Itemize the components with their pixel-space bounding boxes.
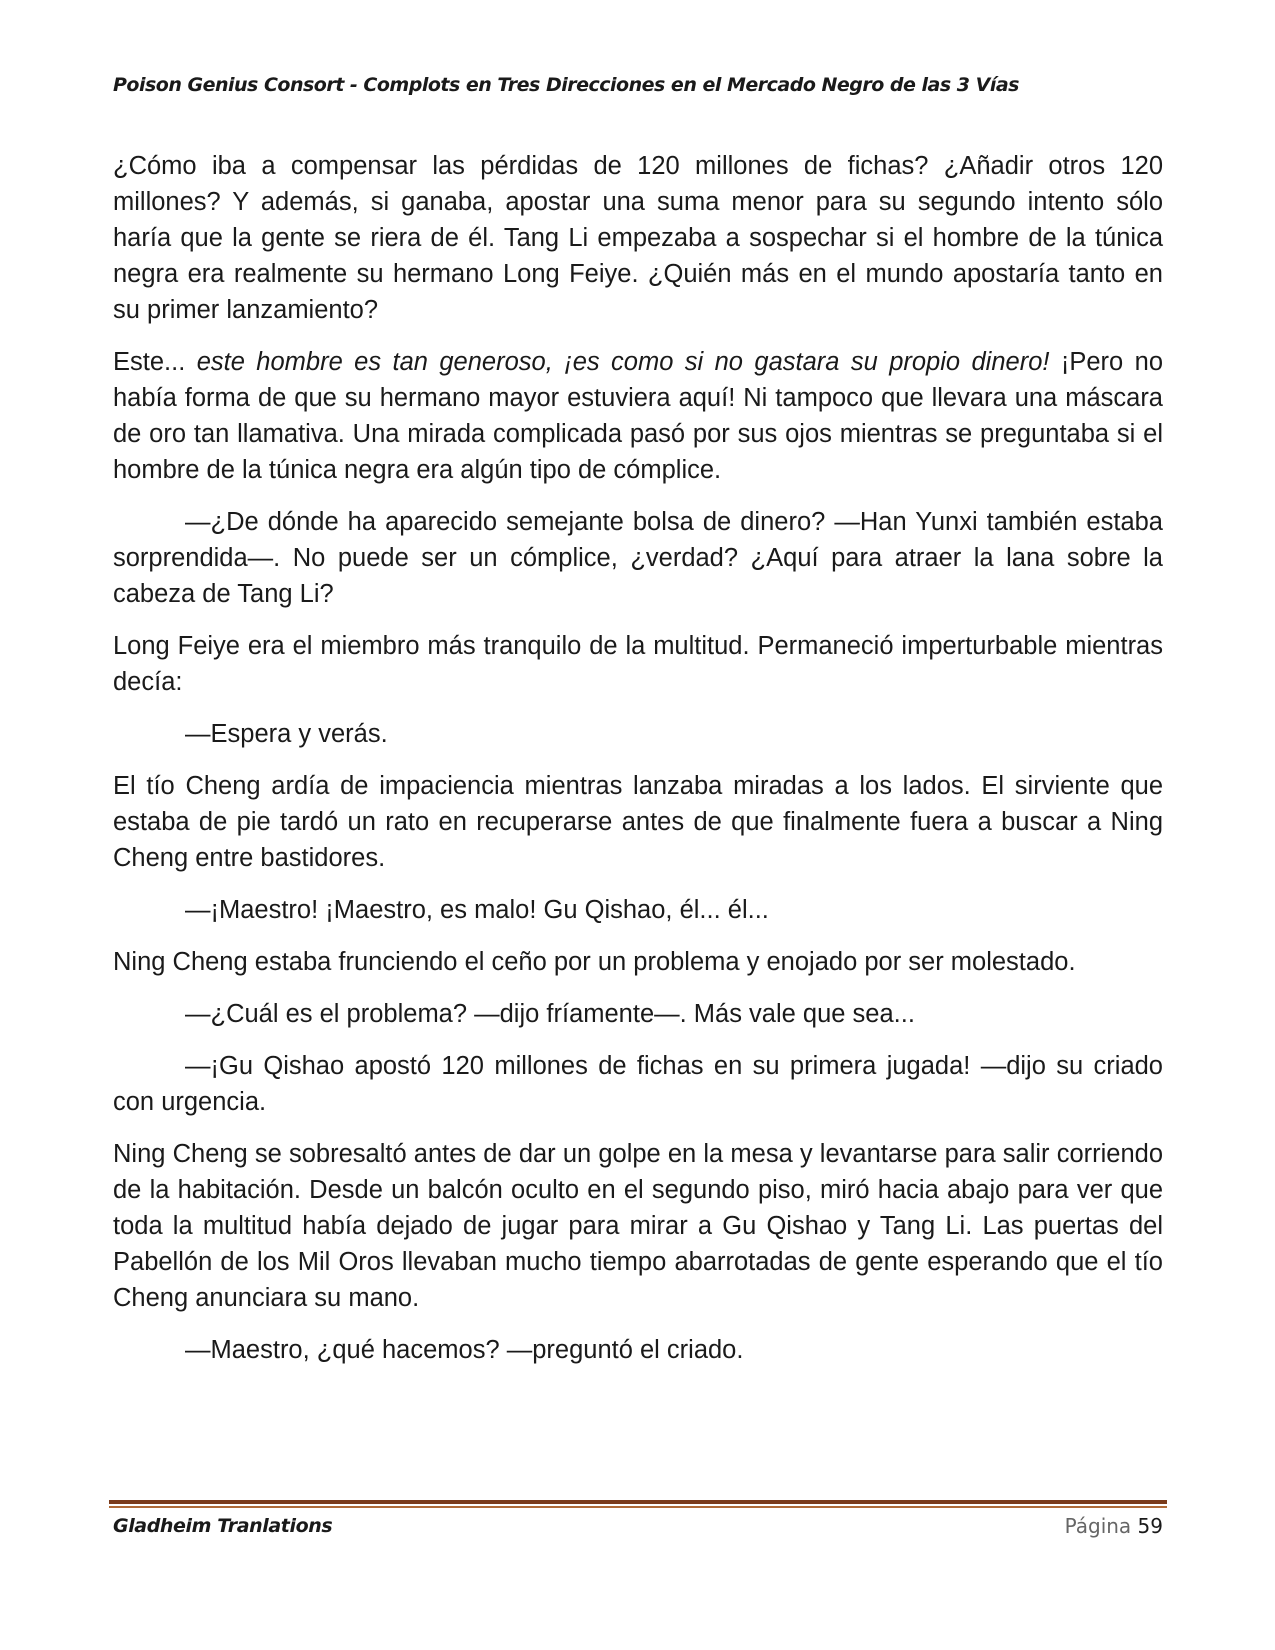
dialogue-paragraph: —¡Maestro! ¡Maestro, es malo! Gu Qishao, él... él... <box>185 896 769 924</box>
page-number: 59 <box>1137 1514 1163 1538</box>
dialogue-paragraph: —¿De dónde ha aparecido semejante bolsa de dinero? —Han Yunxi también estaba sorprendida—. No puede ser un cómplice, ¿verdad? ¿Aquí para atraer la lana sobre la cabeza de Tang Li? <box>113 508 1163 608</box>
paragraph-text: Este... <box>113 348 197 376</box>
italic-thought: este hombre es tan generoso, ¡es como si no gastara su propio dinero! <box>196 348 1050 376</box>
dialogue-paragraph: —Maestro, ¿qué hacemos? —preguntó el criado. <box>185 1336 744 1364</box>
running-header: Poison Genius Consort - Complots en Tres Direcciones en el Mercado Negro de las 3 Vías <box>113 74 1019 96</box>
document-body <box>113 148 1163 1384</box>
page-number-area <box>1065 1514 1163 1538</box>
paragraph: El tío Cheng ardía de impaciencia mientras lanzaba miradas a los lados. El sirviente que estaba de pie tardó un rato en recuperarse antes de que finalmente fuera a buscar a Ning Cheng entre bastidores. <box>113 772 1163 872</box>
dialogue-paragraph: —¿Cuál es el problema? —dijo fríamente—. Más vale que sea... <box>185 1000 915 1028</box>
paragraph <box>113 344 1163 488</box>
paragraph: Long Feiye era el miembro más tranquilo de la multitud. Permaneció imperturbable mientras decía: <box>113 632 1163 696</box>
dialogue-paragraph: —¡Gu Qishao apostó 120 millones de fichas en su primera jugada! —dijo su criado con urgencia. <box>113 1052 1163 1116</box>
paragraph-text: ¡Pero no había forma de que su hermano mayor estuviera aquí! Ni tampoco que llevara una máscara de oro tan llamativa. Una mirada complicada pasó por sus ojos mientras se preguntaba si el hombre de la túnica negra era algún tipo de cómplice. <box>113 348 1164 484</box>
page-label: Página <box>1064 1514 1132 1538</box>
paragraph: Ning Cheng estaba frunciendo el ceño por un problema y enojado por ser molestado. <box>113 948 1076 976</box>
paragraph: Ning Cheng se sobresaltó antes de dar un golpe en la mesa y levantarse para salir corriendo de la habitación. Desde un balcón oculto en el segundo piso, miró hacia abajo para ver que toda la multitud había dejado de jugar para mirar a Gu Qishao y Tang Li. Las puertas del Pabellón de los Mil Oros llevaban mucho tiempo abarrotadas de gente esperando que el tío Cheng anunciara su mano. <box>113 1140 1163 1312</box>
dialogue-paragraph: —Espera y verás. <box>185 720 388 748</box>
footer-rule-thin <box>109 1506 1167 1508</box>
paragraph: ¿Cómo iba a compensar las pérdidas de 120 millones de fichas? ¿Añadir otros 120 millones? Y además, si ganaba, apostar una suma menor para su segundo intento sólo haría que la gente se riera de él. Tang Li empezaba a sospechar si el hombre de la túnica negra era realmente su hermano Long Feiye. ¿Quién más en el mundo apostaría tanto en su primer lanzamiento? <box>113 152 1163 324</box>
footer-rule <box>109 1500 1167 1508</box>
footer-translator: Gladheim Tranlations <box>113 1515 333 1537</box>
